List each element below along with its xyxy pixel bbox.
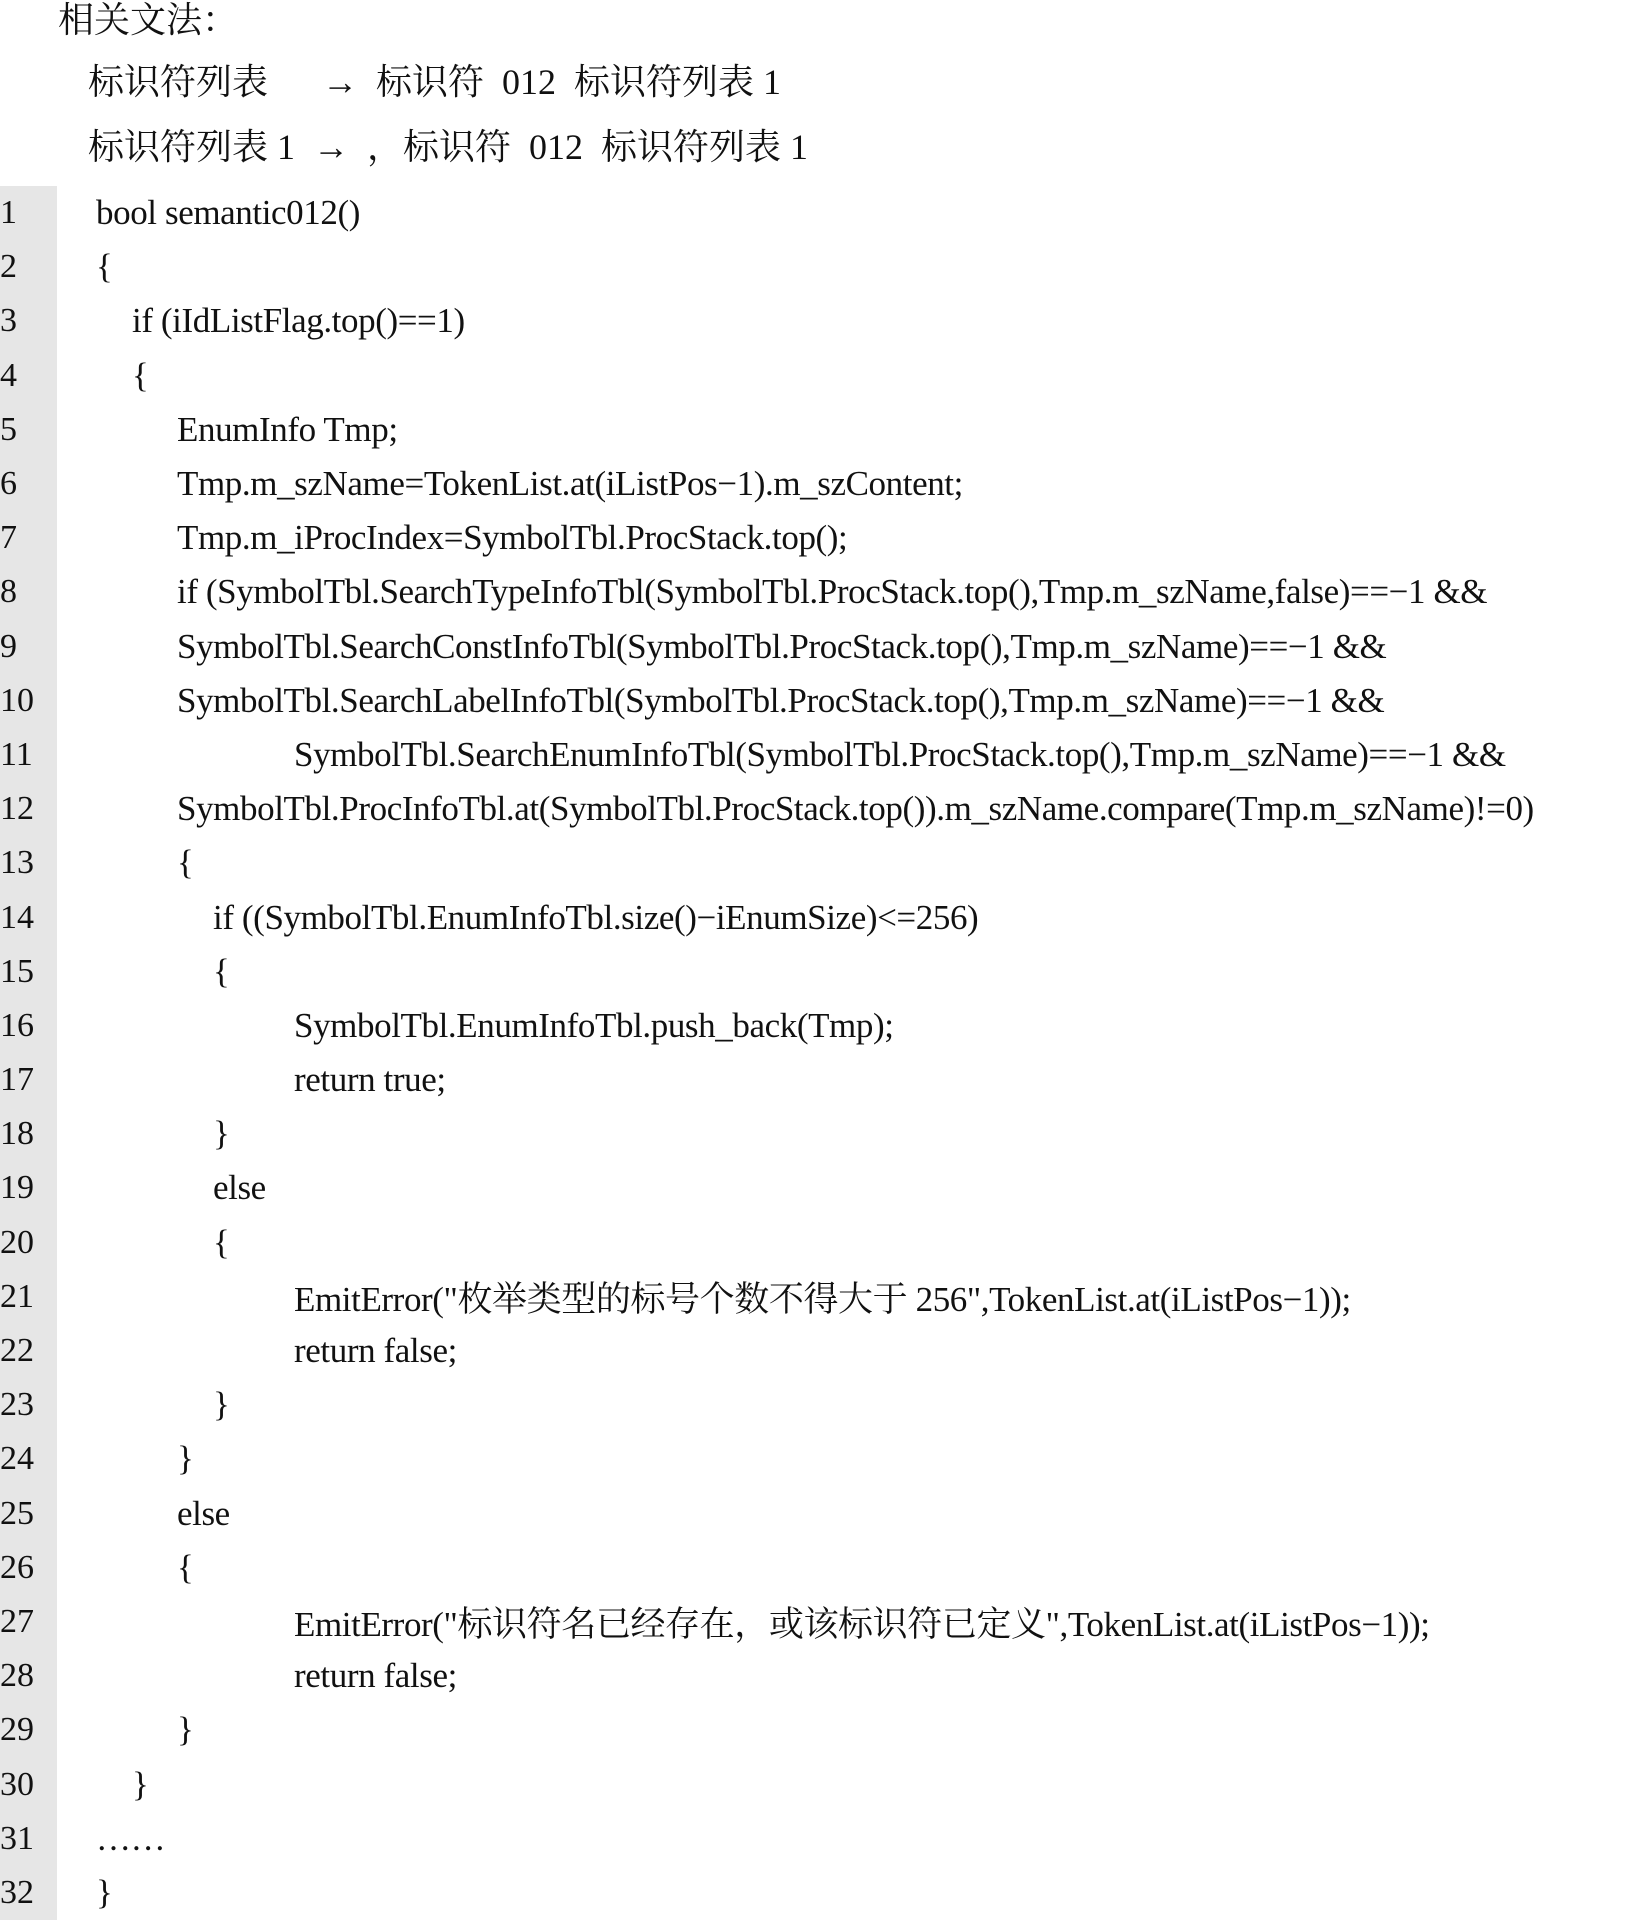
code-text: else [177, 1493, 230, 1533]
code-text: …… [96, 1818, 166, 1858]
code-line-row [0, 945, 1639, 999]
code-listing [0, 186, 1639, 1920]
code-text: } [177, 1710, 194, 1750]
code-line-row [0, 457, 1639, 511]
code-text: if ((SymbolTbl.EnumInfoTbl.size()−iEnumSize)<=256) [213, 897, 979, 937]
line-number: 7 [0, 511, 57, 565]
line-number: 21 [0, 1270, 57, 1324]
code-text: } [132, 1764, 149, 1804]
code-text: SymbolTbl.SearchLabelInfoTbl(SymbolTbl.ProcStack.top(),Tmp.m_szName)==−1 && [177, 680, 1385, 720]
code-text: bool semantic012() [96, 193, 360, 233]
code-text: } [213, 1114, 230, 1154]
code-text: return false; [294, 1656, 457, 1696]
line-number: 18 [0, 1107, 57, 1161]
code-text: if (iIdListFlag.top()==1) [132, 301, 465, 341]
line-number: 19 [0, 1161, 57, 1215]
line-number: 31 [0, 1812, 57, 1866]
code-line-row [0, 782, 1639, 836]
code-text: { [177, 1547, 194, 1587]
code-text: { [96, 247, 113, 287]
line-number: 10 [0, 674, 57, 728]
code-text: SymbolTbl.SearchConstInfoTbl(SymbolTbl.ProcStack.top(),Tmp.m_szName)==−1 && [177, 626, 1387, 666]
code-text: { [177, 843, 194, 883]
grammar-rule-2: 标识符列表 1 → ，标识符 012 标识符列表 1 [88, 127, 809, 167]
code-line-row [0, 728, 1639, 782]
line-number: 8 [0, 565, 57, 619]
code-line-row [0, 403, 1639, 457]
code-text: return false; [294, 1331, 457, 1371]
code-line-row [0, 1812, 1639, 1866]
code-line-row [0, 294, 1639, 348]
line-number: 24 [0, 1432, 57, 1486]
code-line-row [0, 1053, 1639, 1107]
code-line-row [0, 836, 1639, 890]
grammar-title: 相关文法： [58, 0, 239, 40]
code-line-row [0, 1649, 1639, 1703]
code-text: EmitError("标识符名已经存在，或该标识符已定义",TokenList.at(iListPos−1)); [294, 1604, 1430, 1644]
code-text: { [213, 1222, 230, 1262]
code-line-row [0, 1432, 1639, 1486]
line-number: 12 [0, 782, 57, 836]
code-line-row [0, 1378, 1639, 1432]
line-number: 11 [0, 728, 57, 782]
line-number: 20 [0, 1216, 57, 1270]
line-number: 15 [0, 945, 57, 999]
line-number: 26 [0, 1541, 57, 1595]
code-line-row [0, 1107, 1639, 1161]
line-number: 14 [0, 890, 57, 944]
line-number: 30 [0, 1757, 57, 1811]
line-number: 5 [0, 403, 57, 457]
line-number: 3 [0, 294, 57, 348]
code-line-row [0, 1541, 1639, 1595]
code-text: return true; [294, 1060, 446, 1100]
code-line-row [0, 1216, 1639, 1270]
code-line-row [0, 1270, 1639, 1324]
code-text: else [213, 1168, 266, 1208]
code-text: if (SymbolTbl.SearchTypeInfoTbl(SymbolTbl.ProcStack.top(),Tmp.m_szName,false)==−1 && [177, 572, 1488, 612]
code-text: } [213, 1385, 230, 1425]
line-number: 29 [0, 1703, 57, 1757]
code-text: SymbolTbl.ProcInfoTbl.at(SymbolTbl.ProcStack.top()).m_szName.compare(Tmp.m_szName)!=0) [177, 789, 1534, 829]
code-line-row [0, 1757, 1639, 1811]
code-text: SymbolTbl.EnumInfoTbl.push_back(Tmp); [294, 1005, 894, 1045]
code-line-row [0, 674, 1639, 728]
code-line-row [0, 1703, 1639, 1757]
code-text: EmitError("枚举类型的标号个数不得大于 256",TokenList.at(iListPos−1)); [294, 1279, 1351, 1319]
code-line-row [0, 1866, 1639, 1920]
code-line-row [0, 565, 1639, 619]
code-line-row [0, 1324, 1639, 1378]
code-line-row [0, 1487, 1639, 1541]
line-number: 1 [0, 186, 57, 240]
code-line-row [0, 349, 1639, 403]
code-text: } [177, 1439, 194, 1479]
code-line-row [0, 186, 1639, 240]
line-number: 23 [0, 1378, 57, 1432]
code-text: EnumInfo Tmp; [177, 409, 398, 449]
line-number: 28 [0, 1649, 57, 1703]
line-number: 27 [0, 1595, 57, 1649]
code-text: { [132, 355, 149, 395]
line-number: 22 [0, 1324, 57, 1378]
code-line-row [0, 511, 1639, 565]
grammar-rule-1: 标识符列表 → 标识符 012 标识符列表 1 [88, 62, 782, 102]
code-line-row [0, 1161, 1639, 1215]
code-text: Tmp.m_szName=TokenList.at(iListPos−1).m_szContent; [177, 464, 963, 504]
line-number: 25 [0, 1487, 57, 1541]
line-number: 17 [0, 1053, 57, 1107]
line-number: 4 [0, 349, 57, 403]
code-line-row [0, 620, 1639, 674]
line-number: 32 [0, 1866, 57, 1920]
code-text: { [213, 951, 230, 991]
line-number: 16 [0, 999, 57, 1053]
code-line-row [0, 240, 1639, 294]
code-line-row [0, 1595, 1639, 1649]
line-number: 2 [0, 240, 57, 294]
code-text: SymbolTbl.SearchEnumInfoTbl(SymbolTbl.ProcStack.top(),Tmp.m_szName)==−1 && [294, 734, 1506, 774]
line-number: 6 [0, 457, 57, 511]
code-text: Tmp.m_iProcIndex=SymbolTbl.ProcStack.top(); [177, 518, 848, 558]
code-line-row [0, 999, 1639, 1053]
line-number: 13 [0, 836, 57, 890]
line-number: 9 [0, 620, 57, 674]
code-line-row [0, 890, 1639, 944]
code-text: } [96, 1872, 113, 1912]
